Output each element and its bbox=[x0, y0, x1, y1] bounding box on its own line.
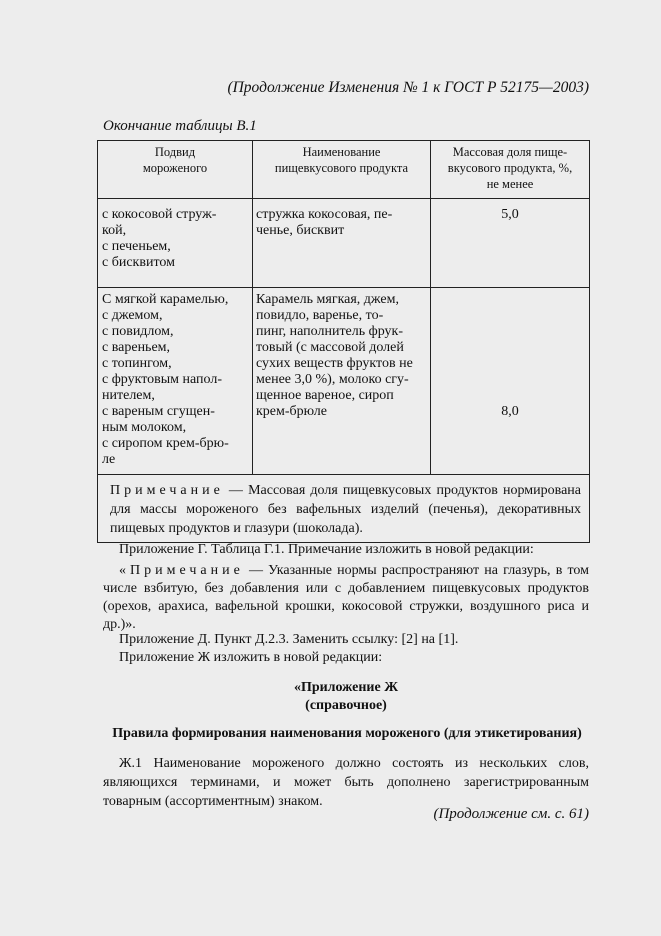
page-footer: (Продолжение см. с. 61) bbox=[433, 806, 589, 822]
table-row bbox=[98, 288, 590, 475]
header-line: мороженого bbox=[142, 161, 208, 175]
cell-line: с кокосовой струж- bbox=[102, 207, 217, 222]
cell-line: с печеньем, bbox=[102, 239, 171, 254]
value-cell bbox=[431, 199, 590, 288]
cell-line: Карамель мягкая, джем, bbox=[256, 292, 399, 307]
table-row bbox=[98, 199, 590, 288]
header-line: пищевкусового продукта bbox=[274, 161, 409, 175]
cell-line: ле bbox=[102, 452, 116, 467]
cell-line: с вареным сгущен- bbox=[102, 404, 215, 419]
paragraph: Приложение Г. Таблица Г.1. Примечание изложить в новой редакции: bbox=[119, 542, 534, 557]
header-line: Массовая доля пище- bbox=[452, 145, 568, 159]
table-note bbox=[98, 475, 590, 543]
cell-line: товый (с массовой долей bbox=[256, 340, 404, 355]
cell-line: ным молоком, bbox=[102, 420, 187, 435]
paragraph: Приложение Ж изложить в новой редакции: bbox=[119, 650, 383, 665]
header-cell-share bbox=[431, 141, 590, 199]
appendix-title: «Приложение Ж bbox=[293, 680, 399, 695]
cell-line: крем-брюле bbox=[256, 404, 327, 419]
cell-line: менее 3,0 %), молоко сгу- bbox=[256, 372, 409, 387]
note-label: «Примечание bbox=[119, 563, 244, 578]
paragraph: Ж.1 Наименование мороженого должно состоять из нескольких слов, являющихся терминами, и может быть дополнено зарегистрированным товарным (ассортиментным) знаком. bbox=[103, 756, 589, 809]
cell-line: пинг, наполнитель фрук- bbox=[256, 324, 403, 339]
header-line: вкусового продукта, %, bbox=[447, 161, 573, 175]
cell-value: 8,0 bbox=[501, 404, 519, 419]
cell-line: стружка кокосовая, пе- bbox=[256, 207, 393, 222]
note-text: — Массовая доля пищевкусовых продуктов нормирована для массы мороженого без вафельных изделий (печенья), декоративных пищевых продуктов и глазури (шоколада). bbox=[110, 483, 581, 536]
table-note-row bbox=[98, 475, 590, 543]
table-header-row bbox=[98, 141, 590, 199]
cell-line: с вареньем, bbox=[102, 340, 171, 355]
cell-line: с повидлом, bbox=[102, 324, 174, 339]
section-title: Правила формирования наименования мороженого (для этикетирования) bbox=[112, 726, 582, 741]
cell-line: ченье, бисквит bbox=[256, 223, 345, 238]
header-cell-product bbox=[253, 141, 431, 199]
cell-line: с джемом, bbox=[102, 308, 163, 323]
page-header: (Продолжение Изменения № 1 к ГОСТ Р 52175—2003) bbox=[227, 79, 589, 96]
paragraph-text: — Указанные нормы распространяют на глазурь, в том числе взбитую, без добавления или с добавлением пищевкусовых продуктов (орехов, арахиса, вафельной крошки, кокосовой стружки, воздушного риса и др.)». bbox=[103, 563, 589, 632]
cell-line: с сиропом крем-брю- bbox=[102, 436, 229, 451]
note-label: Примечание bbox=[110, 483, 224, 498]
cell-line: с бисквитом bbox=[102, 255, 175, 270]
product-cell bbox=[253, 199, 431, 288]
table bbox=[97, 140, 590, 543]
cell-line: с фруктовым напол- bbox=[102, 372, 223, 387]
cell-line: кой, bbox=[102, 223, 127, 238]
cell-value: 5,0 bbox=[501, 207, 519, 222]
cell-line: щенное вареное, сироп bbox=[256, 388, 394, 403]
table-caption: Окончание таблицы В.1 bbox=[103, 118, 257, 134]
paragraph: Приложение Д. Пункт Д.2.3. Заменить ссылку: [2] на [1]. bbox=[119, 632, 459, 647]
subtype-cell bbox=[98, 288, 253, 475]
header-line: не менее bbox=[486, 177, 534, 191]
subtype-cell bbox=[98, 199, 253, 288]
appendix-subtitle: (справочное) bbox=[305, 698, 387, 713]
value-cell bbox=[431, 288, 590, 475]
header-line: Наименование bbox=[302, 145, 381, 159]
cell-line: нителем, bbox=[102, 388, 155, 403]
cell-line: повидло, варенье, то- bbox=[256, 308, 384, 323]
header-line: Подвид bbox=[154, 145, 196, 159]
product-cell bbox=[253, 288, 431, 475]
cell-line: сухих веществ фруктов не bbox=[256, 356, 413, 371]
cell-line: С мягкой карамелью, bbox=[102, 292, 229, 307]
paragraph bbox=[103, 562, 589, 634]
header-cell-subtype bbox=[98, 141, 253, 199]
cell-line: с топингом, bbox=[102, 356, 172, 371]
